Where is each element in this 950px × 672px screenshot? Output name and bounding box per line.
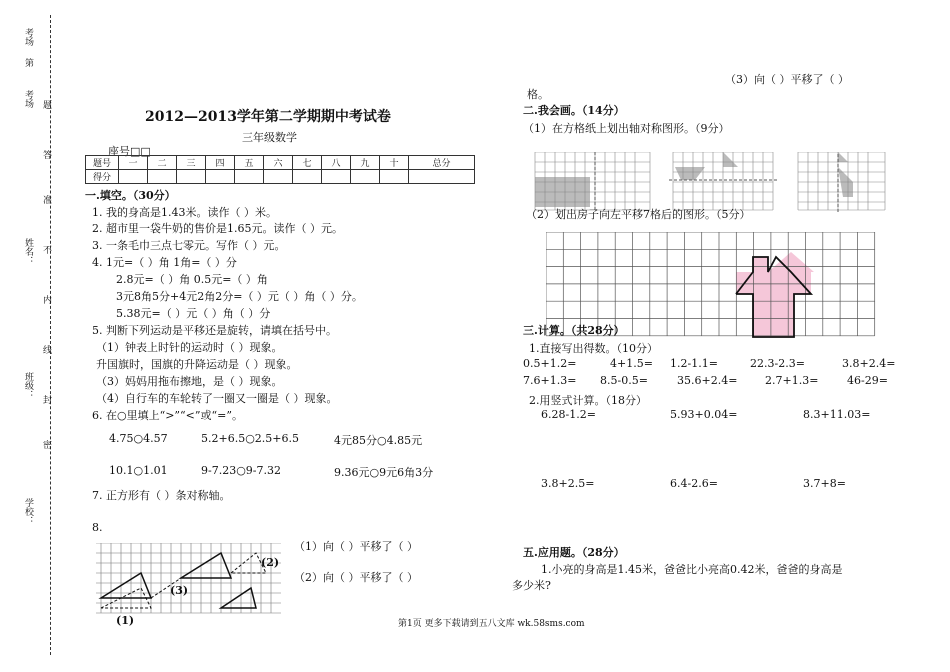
score-cell[interactable] (322, 170, 351, 184)
question-5c: （3）妈妈用拖布擦地，是（ ）现象。 (96, 375, 283, 388)
section3-heading: 三.计算。（共28分） (523, 324, 625, 337)
subtitle: 三年级数学 (242, 131, 297, 144)
question-5b: 升国旗时，国旗的升降运动是（ ）现象。 (96, 358, 298, 371)
calc-item: 8.5-0.5= (600, 374, 648, 387)
compare-item: 9.36元○9元6角3分 (334, 466, 434, 479)
score-col: 四 (206, 156, 235, 170)
section2-part2: （2）划出房子向左平移7格后的图形。（5分） (526, 208, 751, 221)
score-col: 五 (235, 156, 264, 170)
margin-label: 线 (41, 345, 51, 354)
vertical-calc-item: 8.3+11.03= (803, 408, 871, 421)
question-5: 5. 判断下列运动是平移还是旋转，请填在括号中。 (92, 324, 337, 337)
page-footer: 第1页 更多下载请到五八文库 wk.58sms.com (398, 619, 585, 629)
margin-label: 学校： (23, 498, 33, 525)
question-8-tail: 格。 (527, 88, 549, 101)
vertical-calc-item: 6.28-1.2= (541, 408, 596, 421)
calc-item: 2.7+1.3= (765, 374, 819, 387)
symmetry-grid-2 (669, 152, 777, 210)
score-col: 七 (293, 156, 322, 170)
score-cell[interactable] (119, 170, 148, 184)
question-8b: （2）向（ ）平移了（ ） (294, 571, 418, 584)
section2-heading: 二.我会画。（14分） (523, 104, 625, 117)
symmetry-grid-1 (535, 152, 650, 212)
margin-label: 答 (41, 150, 51, 159)
compare-item: 4.75○4.57 (109, 432, 168, 445)
symmetry-grid-3 (798, 152, 885, 212)
calc-item: 46-29= (847, 374, 888, 387)
question-8: 8. (92, 521, 103, 534)
section3-part2: 2.用竖式计算。（18分） (529, 394, 647, 407)
figure-label-1: (1) (116, 614, 135, 627)
compare-item: 9-7.23○9-7.32 (201, 464, 282, 477)
question-8a: （1）向（ ）平移了（ ） (294, 540, 418, 553)
score-col: 九 (351, 156, 380, 170)
question-4d: 5.38元=（ ）元（ ）角（ ）分 (116, 307, 271, 320)
question-4c: 3元8角5分+4元2角2分=（ ）元（ ）角（ ）分。 (116, 290, 363, 303)
binding-line (50, 15, 51, 655)
margin-label: 考场 (23, 28, 33, 46)
margin-label: 内 (41, 295, 51, 304)
score-col: 十 (380, 156, 409, 170)
question-3: 3. 一条毛巾三点七零元。写作（ ）元。 (92, 239, 286, 252)
calc-item: 22.3-2.3= (750, 357, 805, 370)
margin-label: 题 (41, 100, 51, 109)
section5-heading: 五.应用题。（28分） (523, 546, 625, 559)
question-1: 1. 我的身高是1.43米。读作（ ）米。 (92, 206, 277, 219)
calc-item: 0.5+1.2= (523, 357, 577, 370)
figure-label-2: (2) (261, 556, 280, 569)
question-8c: （3）向（ ）平移了（ ） (725, 73, 849, 86)
question-4b: 2.8元=（ ）角 0.5元=（ ）角 (116, 273, 268, 286)
score-cell[interactable] (235, 170, 264, 184)
calc-item: 35.6+2.4= (677, 374, 738, 387)
symmetry-grids (533, 152, 893, 212)
section1-heading: 一.填空。（30分） (85, 189, 176, 202)
question-5a: （1）钟表上时针的运动时（ ）现象。 (96, 341, 283, 354)
margin-label: 封 (41, 395, 51, 404)
vertical-calc-item: 3.8+2.5= (541, 477, 595, 490)
margin-label: 不 (41, 245, 51, 254)
score-cell[interactable] (293, 170, 322, 184)
question-4a: 4. 1元=（ ）角 1角=（ ）分 (92, 256, 237, 269)
question-7: 7. 正方形有（ ）条对称轴。 (92, 489, 231, 502)
figure-label-3: (3) (170, 584, 189, 597)
score-col: 总分 (409, 156, 475, 170)
score-cell[interactable] (351, 170, 380, 184)
word-problem-1: 1.小亮的身高是1.45米，爸爸比小亮高0.42米，爸爸的身高是 (541, 563, 843, 576)
margin-label: 考场 (23, 90, 33, 108)
calc-item: 1.2-1.1= (670, 357, 718, 370)
score-cell[interactable] (380, 170, 409, 184)
translation-grid (96, 543, 286, 623)
compare-item: 5.2+6.5○2.5+6.5 (201, 432, 300, 445)
score-col: 题号 (86, 156, 119, 170)
score-cell[interactable] (148, 170, 177, 184)
vertical-calc-item: 6.4-2.6= (670, 477, 718, 490)
question-6: 6. 在○里填上“>”“<”或“=”。 (92, 409, 243, 422)
vertical-calc-item: 3.7+8= (803, 477, 846, 490)
compare-item: 4元85分○4.85元 (334, 434, 423, 447)
score-col: 二 (148, 156, 177, 170)
calc-item: 7.6+1.3= (523, 374, 577, 387)
score-col: 八 (322, 156, 351, 170)
calc-item: 4+1.5= (610, 357, 653, 370)
score-col: 一 (119, 156, 148, 170)
score-table (85, 155, 475, 184)
page-title: 2012—2013学年第二学期期中考试卷 (145, 109, 391, 125)
margin-label: 姓名： (23, 238, 33, 265)
margin-label: 密 (41, 440, 51, 449)
score-col: 六 (264, 156, 293, 170)
margin-label: 第 (23, 58, 33, 67)
score-col: 三 (177, 156, 206, 170)
question-2: 2. 超市里一袋牛奶的售价是1.65元。读作（ ）元。 (92, 222, 343, 235)
margin-label: 班级： (23, 372, 33, 399)
word-problem-1-cont: 多少米? (512, 579, 551, 592)
seat-number: 座号□□ (108, 145, 151, 158)
margin-label: 准 (41, 195, 51, 204)
score-cell[interactable] (264, 170, 293, 184)
vertical-calc-item: 5.93+0.04= (670, 408, 738, 421)
score-cell[interactable] (206, 170, 235, 184)
score-cell[interactable] (409, 170, 475, 184)
compare-item: 10.1○1.01 (109, 464, 168, 477)
section3-part1: 1.直接写出得数。（10分） (529, 342, 658, 355)
section2-part1: （1）在方格纸上划出轴对称图形。（9分） (523, 122, 730, 135)
score-cell[interactable] (177, 170, 206, 184)
score-row-label: 得分 (86, 170, 119, 184)
calc-item: 3.8+2.4= (842, 357, 896, 370)
question-5d: （4）自行车的车轮转了一圈又一圈是（ ）现象。 (96, 392, 338, 405)
